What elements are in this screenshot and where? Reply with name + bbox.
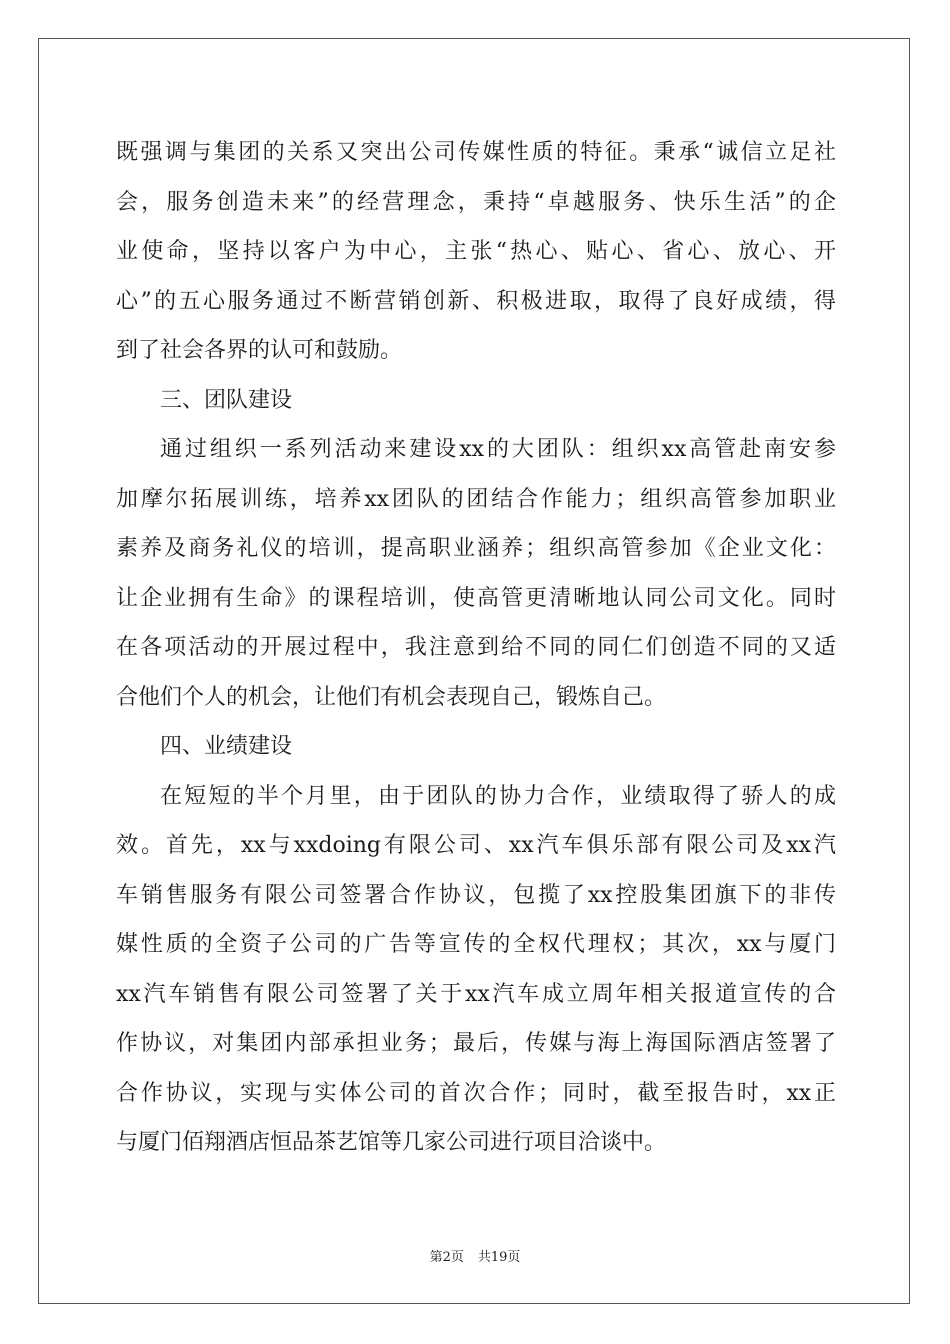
section-heading-team: 三、团队建设 (160, 387, 293, 413)
text-line-11: 在各项活动的开展过程中，我注意到给不同的同仁们创造不同的又适 (116, 635, 836, 660)
text-line-4: 心”的五心服务通过不断营销创新、积极进取，取得了良好成绩，得 (116, 288, 836, 314)
text-line-1: 既强调与集团的关系又突出公司传媒性质的特征。秉承“诚信立足社 (116, 140, 836, 165)
text-line-5: 到了社会各界的认可和鼓励。 (116, 338, 403, 363)
text-line-15: 效。首先，xx与xxdoing有限公司、xx汽车俱乐部有限公司及xx汽 (116, 833, 836, 858)
page-footer (0, 1246, 950, 1265)
text-line-7: 通过组织一系列活动来建设xx的大团队：组织xx高管赴南安参 (160, 437, 836, 462)
text-line-19: 作协议，对集团内部承担业务；最后，传媒与海上海国际酒店签署了 (116, 1031, 836, 1056)
text-line-21: 与厦门佰翔酒店恒品茶艺馆等几家公司进行项目洽谈中。 (116, 1130, 667, 1155)
text-line-8: 加摩尔拓展训练，培养xx团队的团结合作能力；组织高管参加职业 (116, 486, 836, 512)
text-line-17: 媒性质的全资子公司的广告等宣传的全权代理权；其次，xx与厦门 (116, 932, 836, 957)
section-heading-performance: 四、业绩建设 (160, 734, 293, 759)
text-line-14: 在短短的半个月里，由于团队的协力合作，业绩取得了骄人的成 (160, 783, 836, 809)
text-line-9: 素养及商务礼仪的培训，提高职业涵养；组织高管参加《企业文化： (116, 536, 836, 561)
text-line-16: 车销售服务有限公司签署合作协议，包揽了xx控股集团旗下的非传 (116, 882, 836, 908)
text-line-12: 合他们个人的机会，让他们有机会表现自己，锻炼自己。 (116, 684, 667, 710)
text-line-20: 合作协议，实现与实体公司的首次合作；同时，截至报告时，xx正 (116, 1080, 836, 1106)
text-line-3: 业使命，坚持以客户为中心，主张“热心、贴心、省心、放心、开 (116, 239, 836, 264)
text-line-2: 会，服务创造未来”的经营理念，秉持“卓越服务、快乐生活”的企 (116, 189, 836, 215)
page-total: 共19页 (477, 1250, 521, 1265)
text-line-18: xx汽车销售有限公司签署了关于xx汽车成立周年相关报道宣传的合 (116, 981, 836, 1007)
page-number: 第2页 (429, 1250, 464, 1265)
text-line-10: 让企业拥有生命》的课程培训，使高管更清晰地认同公司文化。同时 (116, 585, 836, 611)
document-body (116, 128, 836, 1168)
